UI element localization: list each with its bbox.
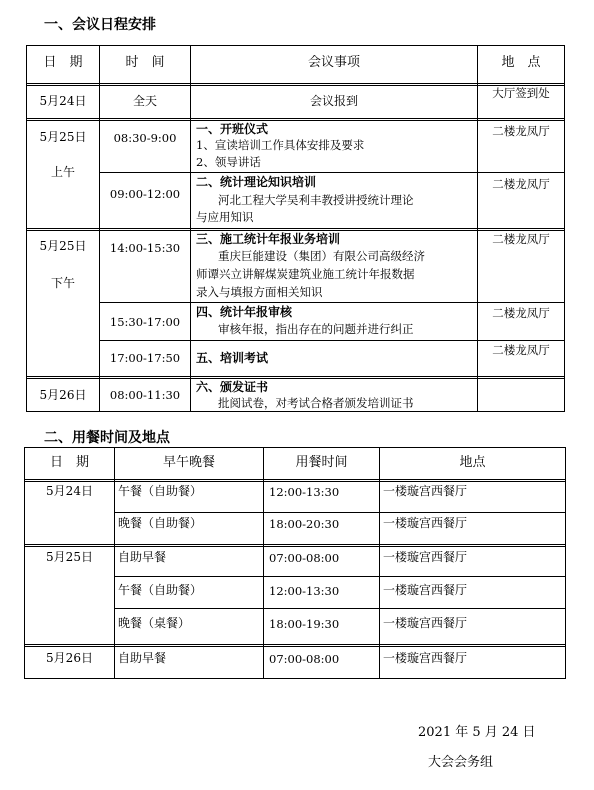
meal-type: 午餐（自助餐） bbox=[118, 583, 203, 597]
meal-time: 07:00-08:00 bbox=[269, 551, 340, 565]
schedule-header-place: 地 点 bbox=[501, 55, 541, 70]
schedule-time: 17:00-17:50 bbox=[109, 351, 181, 365]
schedule-time: 08:00-11:30 bbox=[109, 388, 181, 402]
meal-header-place: 地点 bbox=[459, 455, 486, 470]
schedule-date: 5月24日 bbox=[39, 94, 87, 108]
meal-type: 午餐（自助餐） bbox=[118, 484, 203, 498]
schedule-item-detail: 录入与填报方面相关知识 bbox=[196, 285, 323, 299]
meal-header-date: 日 期 bbox=[49, 455, 89, 470]
schedule-period: 下午 bbox=[50, 276, 75, 290]
meal-type: 晚餐（自助餐） bbox=[118, 516, 203, 530]
schedule-item-title: 三、施工统计年报业务培训 bbox=[196, 232, 341, 246]
meal-type: 自助早餐 bbox=[118, 651, 167, 665]
schedule-place: 二楼龙凤厅 bbox=[492, 232, 550, 246]
schedule-header-time: 时 间 bbox=[125, 55, 165, 70]
schedule-time: 全天 bbox=[132, 94, 157, 108]
meal-date: 5月24日 bbox=[46, 484, 93, 498]
meal-time: 18:00-19:30 bbox=[269, 617, 340, 631]
meal-place: 一楼璇宫西餐厅 bbox=[383, 616, 468, 630]
section2-title: 二、用餐时间及地点 bbox=[44, 430, 170, 446]
meal-date: 5月26日 bbox=[46, 651, 93, 665]
schedule-place: 二楼龙凤厅 bbox=[492, 343, 550, 357]
meal-time: 18:00-20:30 bbox=[269, 517, 340, 531]
schedule-place: 大厅签到处 bbox=[492, 86, 550, 100]
meal-type: 晚餐（桌餐） bbox=[118, 616, 191, 630]
schedule-date: 5月25日 bbox=[39, 130, 87, 144]
schedule-item-detail: 与应用知识 bbox=[196, 210, 254, 224]
schedule-item-title: 五、培训考试 bbox=[196, 351, 269, 365]
schedule-item-detail: 1、宣读培训工作具体安排及要求 bbox=[196, 138, 365, 152]
schedule-item-title: 六、颁发证书 bbox=[196, 380, 269, 394]
meal-header-meal: 早午晚餐 bbox=[162, 455, 215, 470]
schedule-item-detail: 批阅试卷，对考试合格者颁发培训证书 bbox=[218, 396, 414, 410]
meal-time: 07:00-08:00 bbox=[269, 652, 340, 666]
schedule-item-detail: 河北工程大学吴利丰教授讲授统计理论 bbox=[218, 193, 414, 207]
schedule-item-title: 一、开班仪式 bbox=[196, 122, 269, 136]
meal-place: 一楼璇宫西餐厅 bbox=[383, 550, 468, 564]
schedule-time: 15:30-17:00 bbox=[109, 315, 181, 329]
schedule-item: 会议报到 bbox=[309, 94, 358, 108]
meal-time: 12:00-13:30 bbox=[269, 584, 340, 598]
footer-date: 2021 年 5 月 24 日 bbox=[418, 725, 536, 740]
schedule-time: 14:00-15:30 bbox=[109, 241, 181, 255]
schedule-item-detail: 师谭兴立讲解煤炭建筑业施工统计年报数据 bbox=[196, 267, 415, 281]
schedule-period: 上午 bbox=[50, 165, 75, 179]
meal-place: 一楼璇宫西餐厅 bbox=[383, 516, 468, 530]
meal-header-time: 用餐时间 bbox=[295, 455, 348, 470]
schedule-place: 二楼龙凤厅 bbox=[492, 177, 550, 191]
meal-place: 一楼璇宫西餐厅 bbox=[383, 484, 468, 498]
meal-place: 一楼璇宫西餐厅 bbox=[383, 651, 468, 665]
schedule-item-detail: 审核年报，指出存在的问题并进行纠正 bbox=[218, 322, 414, 336]
meal-type: 自助早餐 bbox=[118, 550, 167, 564]
schedule-item-title: 二、统计理论知识培训 bbox=[196, 175, 317, 189]
meal-date: 5月25日 bbox=[46, 550, 93, 564]
schedule-time: 09:00-12:00 bbox=[109, 187, 181, 201]
schedule-date: 5月25日 bbox=[39, 239, 87, 253]
schedule-date: 5月26日 bbox=[39, 388, 87, 402]
schedule-item-detail: 重庆巨能建设（集团）有限公司高级经济 bbox=[218, 249, 425, 263]
schedule-item-title: 四、统计年报审核 bbox=[196, 305, 293, 319]
schedule-place: 二楼龙凤厅 bbox=[492, 124, 550, 138]
schedule-header-date: 日 期 bbox=[43, 55, 83, 70]
section1-title: 一、会议日程安排 bbox=[44, 17, 156, 33]
meal-place: 一楼璇宫西餐厅 bbox=[383, 583, 468, 597]
schedule-header-item: 会议事项 bbox=[307, 55, 360, 70]
meal-time: 12:00-13:30 bbox=[269, 485, 340, 499]
schedule-time: 08:30-9:00 bbox=[113, 131, 177, 145]
schedule-item-detail: 2、领导讲话 bbox=[196, 155, 261, 169]
schedule-place: 二楼龙凤厅 bbox=[492, 306, 550, 320]
footer-org: 大会会务组 bbox=[428, 755, 494, 770]
